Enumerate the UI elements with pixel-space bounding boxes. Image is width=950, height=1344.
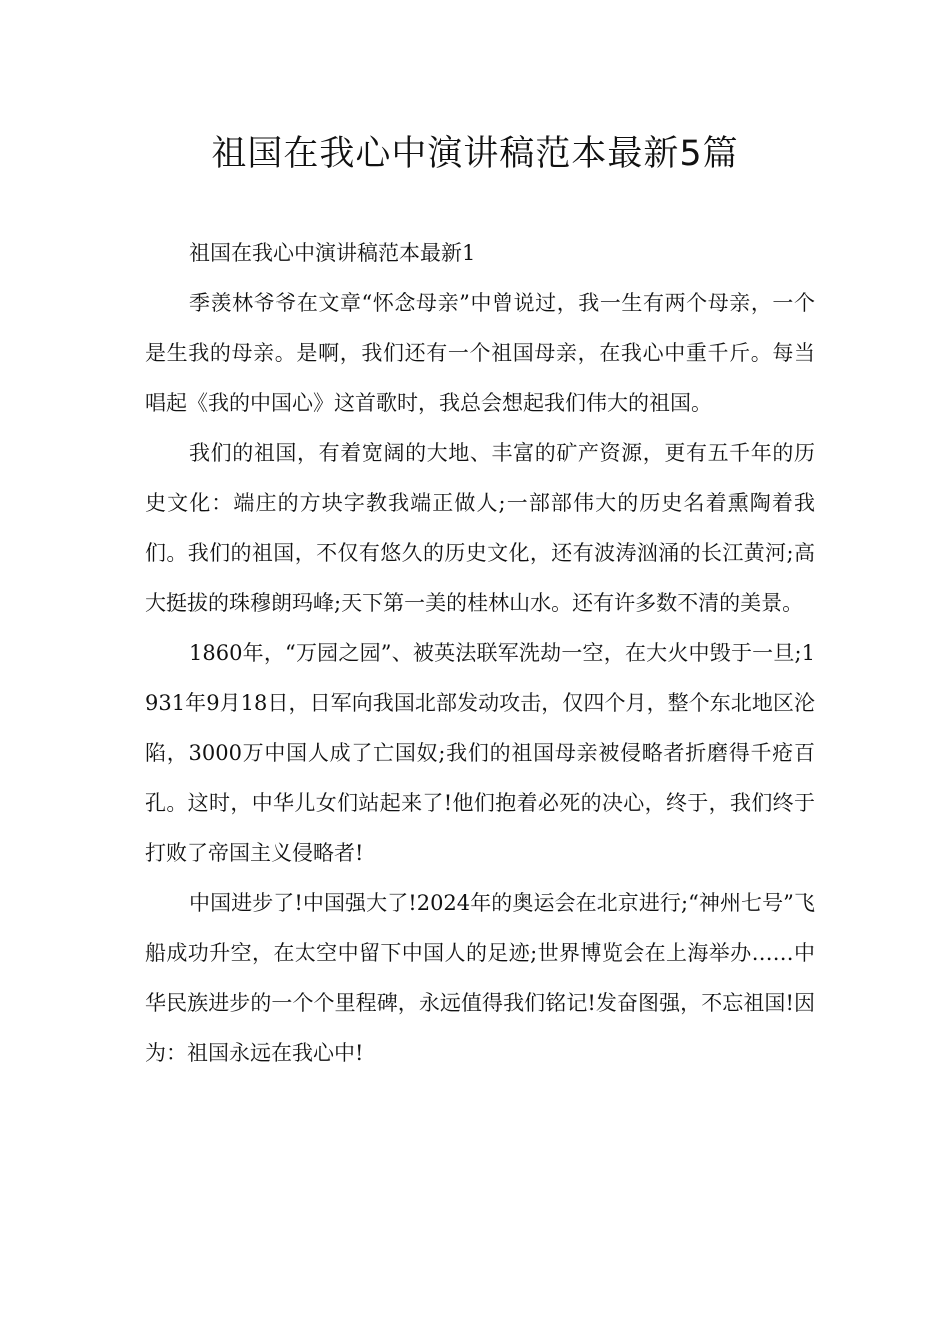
section-heading: 祖国在我心中演讲稿范本最新1 <box>189 241 476 265</box>
document-title: 祖国在我心中演讲稿范本最新5篇 <box>211 134 739 174</box>
paragraph-1: 季羡林爷爷在文章“怀念母亲”中曾说过，我一生有两个母亲，一个是生我的母亲。是啊，我们还有一个祖国母亲，在我心中重千斤。每当唱起《我的中国心》这首歌时，我总会想起我们伟大的祖国。 <box>145 291 815 415</box>
paragraph-2: 我们的祖国，有着宽阔的大地、丰富的矿产资源，更有五千年的历史文化：端庄的方块字教我端正做人;一部部伟大的历史名着熏陶着我们。我们的祖国，不仅有悠久的历史文化，还有波涛汹涌的长江黄河;高大挺拔的珠穆朗玛峰;天下第一美的桂林山水。还有许多数不清的美景。 <box>145 441 815 615</box>
paragraph-3: 1860年，“万园之园”、被英法联军洗劫一空，在大火中毁于一旦;1931年9月18日，日军向我国北部发动攻击，仅四个月，整个东北地区沦陷，3000万中国人成了亡国奴;我们的祖国母亲被侵略者折磨得千疮百孔。这时，中华儿女们站起来了!他们抱着必死的决心，终于，我们终于打败了帝国主义侵略者! <box>145 641 815 865</box>
document-body <box>145 228 815 1078</box>
paragraph-4: 中国进步了!中国强大了!2024年的奥运会在北京进行;“神州七号”飞船成功升空，在太空中留下中国人的足迹;世界博览会在上海举办……中华民族进步的一个个里程碑，永远值得我们铭记!发奋图强，不忘祖国!因为：祖国永远在我心中! <box>145 891 815 1065</box>
